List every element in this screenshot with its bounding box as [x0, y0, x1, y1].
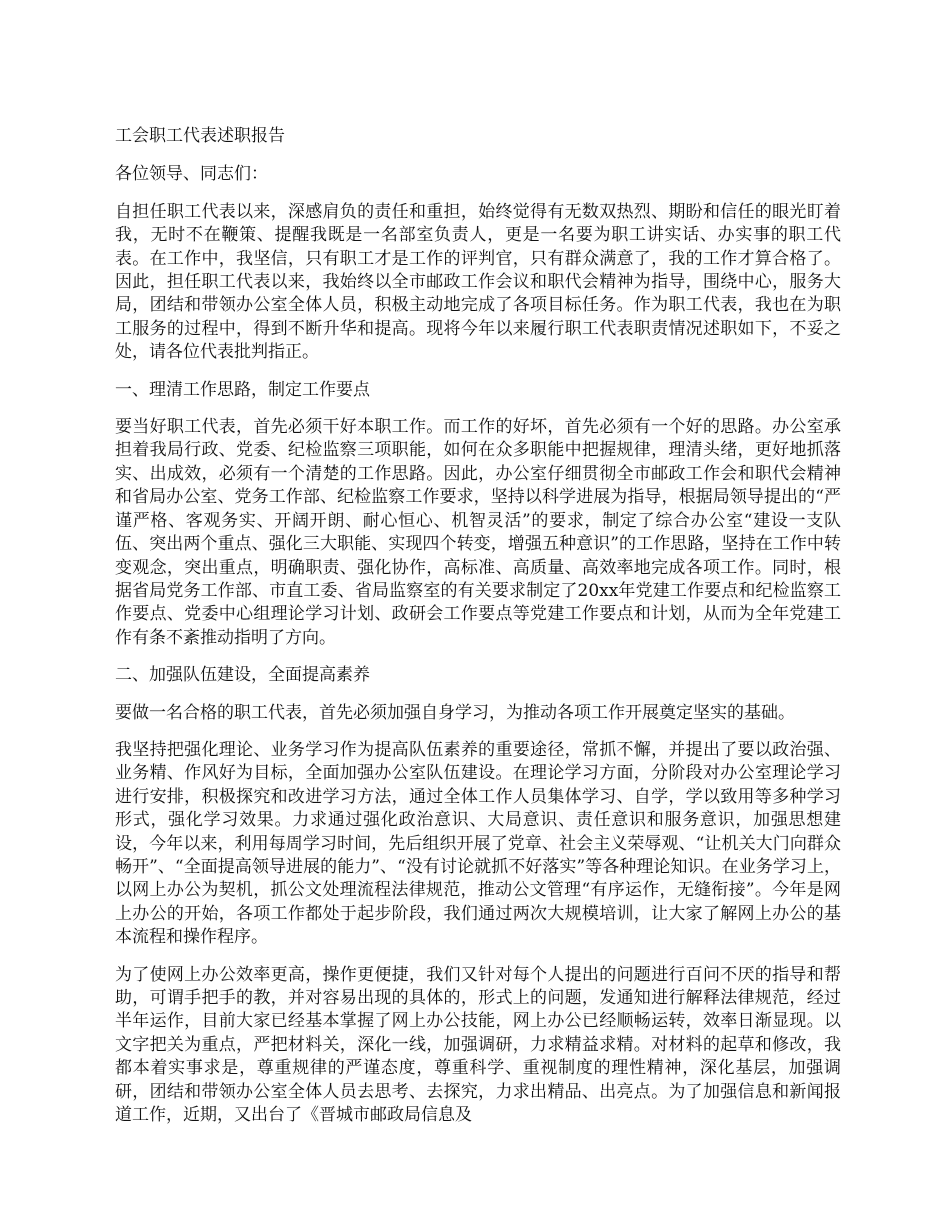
paragraph-section-2-study: 我坚持把强化理论、业务学习作为提高队伍素养的重要途径，常抓不懈，并提出了要以政治强、业务精、作风好为目标，全面加强办公室队伍建设。在理论学习方面，分阶段对办公室理论学习进行安排，积极探究和改进学习方法，通过全体工作人员集体学习、自学，学以致用等多种学习形式，强化学习效果。力求通过强化政治意识、大局意识、责任意识和服务意识，加强思想建设，今年以来，利用每周学习时间，先后组织开展了党章、社会主义荣辱观、“让机关大门向群众畅开”、“全面提高领导进展的能力”、“没有讨论就抓不好落实”等各种理论知识。在业务学习上，以网上办公为契机，抓公文处理流程法律规范，推动公文管理“有序运作，无缝衔接”。今年是网上办公的开始，各项工作都处于起步阶段，我们通过两次大规模培训，让大家了解网上办公的基本流程和操作程序。	[115, 739, 841, 948]
paragraph-section-2-online-office: 为了使网上办公效率更高，操作更便捷，我们又针对每个人提出的问题进行百问不厌的指导和帮助，可谓手把手的教，并对容易出现的具体的，形式上的问题，发通知进行解释法律规范，经过半年运作，目前大家已经基本掌握了网上办公技能，网上办公已经顺畅运转，效率日渐显现。以文字把关为重点，严把材料关，深化一线，加强调研，力求精益求精。对材料的起草和修改，我都本着实事求是，尊重规律的严谨态度，尊重科学、重视制度的理性精神，深化基层，加强调研，团结和带领办公室全体人员去思考、去探究，力求出精品、出亮点。为了加强信息和新闻报道工作，近期，又出台了《晋城市邮政局信息及	[115, 964, 841, 1126]
paragraph-intro: 自担任职工代表以来，深感肩负的责任和重担，始终觉得有无数双热烈、期盼和信任的眼光盯着我，无时不在鞭策、提醒我既是一名部室负责人，更是一名要为职工讲实话、办实事的职工代表。在工作中，我坚信，只有职工才是工作的评判官，只有群众满意了，我的工作才算合格了。因此，担任职工代表以来，我始终以全市邮政工作会议和职代会精神为指导，围绕中心，服务大局，团结和带领办公室全体人员，积极主动地完成了各项目标任务。作为职工代表，我也在为职工服务的过程中，得到不断升华和提高。现将今年以来履行职工代表职责情况述职如下，不妥之处，请各位代表批判指正。	[115, 201, 841, 363]
paragraph-section-2-intro: 要做一名合格的职工代表，首先必须加强自身学习，为推动各项工作开展奠定坚实的基础。	[115, 702, 795, 723]
document-page	[115, 125, 841, 1141]
section-heading-1: 一、理清工作思路，制定工作要点	[115, 379, 370, 400]
paragraph-section-1: 要当好职工代表，首先必须干好本职工作。而工作的好坏，首先必须有一个好的思路。办公室承担着我局行政、党委、纪检监察三项职能，如何在众多职能中把握规律，理清头绪，更好地抓落实、出成效，必须有一个清楚的工作思路。因此，办公室仔细贯彻全市邮政工作会和职代会精神和省局办公室、党务工作部、纪检监察工作要求，坚持以科学进展为指导，根据局领导提出的“严谨严格、客观务实、开阔开朗、耐心恒心、机智灵活”的要求，制定了综合办公室“建设一支队伍、突出两个重点、强化三大职能、实现四个转变，增强五种意识”的工作思路，坚持在工作中转变观念，突出重点，明确职责、强化协作，高标准、高质量、高效率地完成各项工作。同时，根据省局党务工作部、市直工委、省局监察室的有关要求制定了20xx年党建工作要点和纪检监察工作要点、党委中心组理论学习计划、政研会工作要点等党建工作要点和计划，从而为全年党建工作有条不紊推动指明了方向。	[115, 417, 841, 648]
document-title: 工会职工代表述职报告	[115, 126, 285, 146]
greeting: 各位领导、同志们：	[115, 164, 268, 185]
section-heading-2: 二、加强队伍建设，全面提高素养	[115, 665, 370, 686]
